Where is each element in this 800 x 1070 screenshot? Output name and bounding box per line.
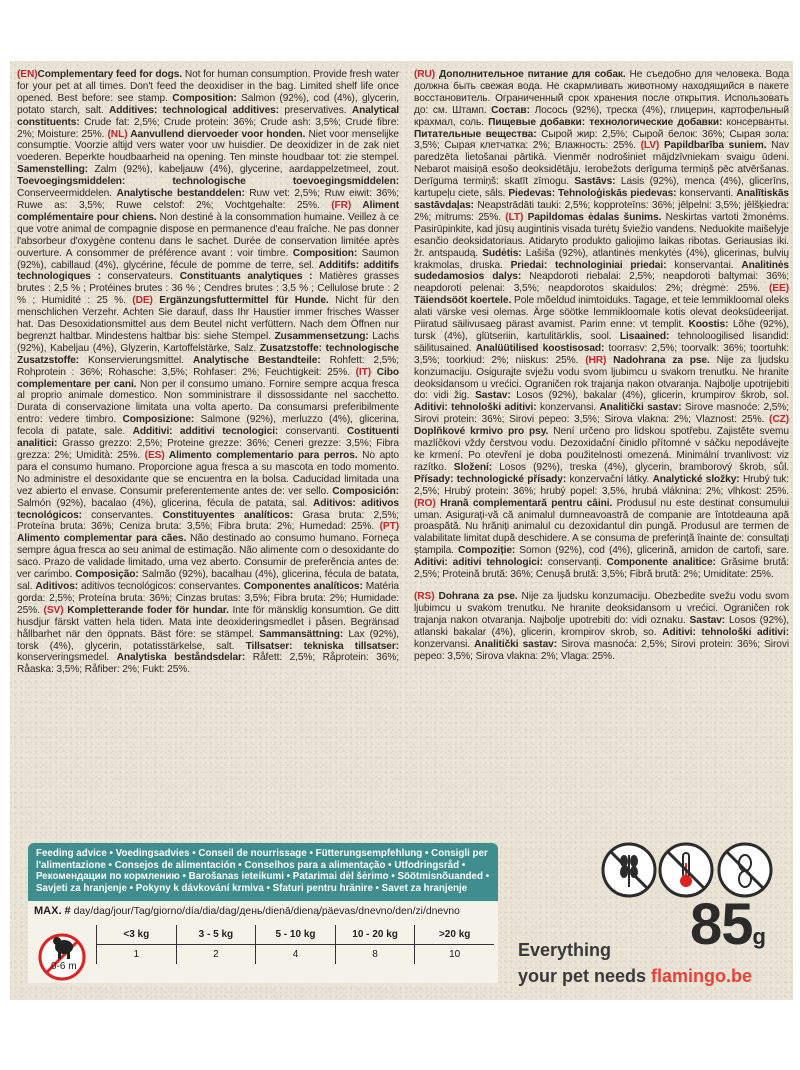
body-text: Inte för mänsklig konsumtion. Ge ditt husdjur färskt vatten hela tiden. Mata inte deoxideringsmedlet i påsen. Begränsad hållbarhet när den öppnats. Bäst före: se stämpel.: [17, 604, 399, 640]
bold-heading: Tillsatser: tekniska tillsatser:: [245, 640, 399, 652]
body-text: Rohfett: 2,5%; Rohprotein : 36%; Rohasche: 3,5%; Rohfaser: 2%; Feuchtigkeit: 25%.: [17, 354, 399, 378]
body-text: Crude fat: 2,5%; Crude protein: 36%; Crude ash: 3,5%; Crude fibre: 2%; Moisture: 25%.: [17, 116, 399, 140]
body-text: conservateurs.: [100, 271, 180, 283]
language-code: (FR): [331, 199, 352, 211]
body-text: konzervansi.: [536, 402, 600, 414]
bold-heading: Питательные вещества:: [414, 128, 537, 140]
amount-cell: 10: [414, 945, 494, 964]
bold-heading: Toevoegingsmiddelen: technologische toevoegingsmiddelen:: [17, 176, 399, 188]
bold-heading: Alimento complementar para cães.: [17, 533, 187, 545]
language-code: (RO): [414, 497, 436, 509]
bold-heading: Piedevas: Tehnoloģiskās piedevas:: [508, 188, 677, 200]
weight-row: [96, 925, 494, 945]
body-text: Matières grasses brutes : 2,5 % ; Protéines brutes : 36 % ; Cendres brutes : 3,5 % ; Cellulose brute : 2 % ; Humidité : 25 %.: [17, 271, 399, 307]
body-text: Not for human consumption. Provide fresh water for your pet at all times. Don't feed the deoxidiser in the bag. Limited shelf life once opened. Best before: see stamp.: [17, 69, 399, 104]
body-text: Lõhe (92%), tursk (4%), glütseriin, kartulitärklis, sool.: [414, 319, 789, 342]
language-code: (ES): [144, 450, 165, 461]
body-text: preservatives.: [279, 104, 352, 116]
bold-heading: Analitički sastav:: [599, 402, 682, 414]
body-text: Pole mõeldud inimtoiduks. Tagage, et teie lemmikloomal oleks alati värske vesi olemas. Ärge söötke lemmikloomale kotis olevat deoksüdeerijat. Piiratud säilivusaeg pärast avamist. Parim enne: vt templit.: [414, 295, 790, 331]
language-code: (PT): [379, 521, 399, 533]
feeding-table: [96, 925, 494, 964]
right-text-column: [414, 69, 789, 667]
body-text: Losos (92%), atlanski bakalar (4%), glicerin, krompirov skrob, so.: [414, 614, 789, 638]
body-text: tehnoloogilised lisandid: säilitusained.: [414, 330, 789, 354]
bold-heading: Doplňkové krmivo pro psy.: [414, 426, 549, 438]
body-text: Hrubý tuk: 2,5%; Hrubý protein: 36%; hrubý popel: 3,5%, hrubá vláknina: 2%; vlhkost: 25%.: [414, 473, 789, 497]
bold-heading: Costituenti analitici:: [17, 426, 399, 450]
body-text: Lachs (92%), Kabeljau (4%), Glyzerin, Kartoffelstärke, Salz.: [17, 330, 399, 354]
body-text: Zalm (92%), kabeljauw (4%), glycerine, aardappelzetmeel, zout.: [88, 164, 399, 176]
body-text: Niet voor menselijke consumptie. Voorzie altijd vers water voor uw huisdier. De deoxidizer in de zak niet voederen. Beperkte houdbaarheid na opening. Ten minste houdbaar tot: zie stempel.: [17, 128, 400, 164]
bold-heading: Sudėtis:: [482, 247, 522, 259]
bold-heading: Sammansättning:: [259, 628, 344, 640]
body-text: Nije za ljudsku konzumaciju. Obezbedite svežu vodu svom ljubimcu u svakom trenutku. Ne hranite deoksidansom u vrećici. Ograničen rok trajanja nakon otvaranja. Najbolje upotrebiti do: vidi oznaku.: [414, 590, 790, 626]
body-text: Lasis (92%), menca (4%), glicerīns, kartupeļu ciete, sāls.: [414, 176, 789, 200]
bold-heading: Papildbarība suniem.: [659, 140, 767, 152]
text-paragraph: [17, 69, 399, 676]
bold-heading: Dohrana za pse.: [434, 590, 518, 602]
bold-heading: Additives: technological additives:: [109, 104, 280, 116]
bold-heading: Aditivi: tehnološki aditivi:: [662, 626, 789, 638]
bold-heading: Analitinės sudedamosios dalys:: [414, 259, 789, 283]
bold-heading: Alimento complementario para perros.: [164, 450, 358, 461]
bold-heading: Cibo complementare per cani.: [17, 366, 400, 390]
bold-heading: Kompletterande foder för hundar.: [63, 604, 229, 616]
body-text: Non per il consumo umano. Fornire sempre acqua fresca al proprio animale domestico. Non somministrare il dissossidante nel sacchetto. Durata di conservazione limitata una volta aperto. Da consumarsi preferibilmente entro: vedere timbro.: [17, 378, 399, 426]
language-code: (LT): [505, 211, 524, 223]
body-text: Nicht für den menschlichen Verzehr. Achten Sie darauf, dass Ihr Haustier immer frisches Wasser hat. Das Desoxidationsmittel aus dem Beutel nicht verfüttern. Nach dem Öffnen nur begrenzt haltbar. Mindestens haltbar bis: siehe Stempel.: [17, 295, 399, 342]
max-per-day-line: [34, 905, 460, 917]
bold-heading: Täiendsööt koertele.: [414, 295, 512, 307]
body-text: Лосось (92%), треска (4%), глицерин, картофельный крахмал, соль.: [414, 104, 789, 128]
bold-heading: Samenstelling:: [17, 164, 89, 176]
body-text: Neskirtas vartoti žmonėms. Pasirūpinkite, kad jūsų augintinis visada turėtų šviežio vandens. Neduokite maišelyje esančio deoksidatoriaus. Atidaryto produkto galiojimo laikas ribotas. Geriausias iki. žr. antspaudą.: [414, 211, 789, 259]
bold-heading: Additifs: additifs technologiques :: [17, 259, 399, 283]
body-text: Не съедобно для человека. Вода должна быть свежая вода. Не скармливать животному находящийся в пакете восстановитель. Ограниченный срок хранения после открытия. Использовать до: см. Штамп.: [414, 69, 790, 116]
weight-cell: >20 kg: [414, 925, 494, 944]
bold-heading: Priedai: technologiniai priedai:: [510, 259, 667, 271]
body-text: Saumon (92%), cabillaud (4%), glycérine, fécule de pomme de terre, sel.: [17, 247, 400, 271]
temperature-icon: [657, 841, 715, 899]
body-text: Nav paredzēta lietošanai pārtikā. Vienmēr nodrošiniet mājdzīvniekam svaigu ūdeni. Nebarot maisiņā esošo deoksidētāju. Ierobežots derīguma termiņš pēc atvēršanas. Derīguma termiņš: skatīt zīmogu.: [414, 140, 789, 188]
body-text: konserveringsmedel.: [17, 652, 117, 664]
age-text: 0-6 m: [51, 961, 77, 972]
body-text: Salmón (92%), bacalao (4%), glicerina, fécula de patata, sal.: [17, 497, 314, 509]
language-code: (CZ): [769, 414, 789, 426]
bold-heading: Zusammensetzung:: [274, 330, 369, 342]
amount-cell: 2: [176, 945, 256, 964]
bold-heading: Пищевые добавки: технологические добавки:: [488, 116, 723, 128]
language-code: (IT): [355, 366, 372, 378]
weight-cell: 5 - 10 kg: [255, 925, 335, 944]
bold-heading: Composition:: [172, 92, 237, 104]
bold-heading: Compoziție:: [457, 545, 516, 557]
body-text: konzervansi.: [414, 638, 475, 650]
bold-heading: Aliment complémentaire pour chiens.: [17, 199, 399, 223]
language-code: (DE): [132, 295, 153, 307]
weight-number: 85: [690, 892, 753, 957]
bold-heading: Analitički sastav:: [474, 638, 557, 650]
body-text: Não destinado ao consumo humano. Forneça sempre água fresca ao seu animal de estimação. Não alimente com o desoxidante do saco. Prazo de validade limitado, uma vez aberto. Consumir de preferência antes de: ver carimbo.: [17, 533, 399, 581]
bold-heading: Constituants analytiques :: [179, 271, 313, 283]
amount-cell: 8: [335, 945, 415, 964]
language-code: (EE): [769, 283, 789, 295]
language-code: (HR): [585, 354, 607, 366]
body-text: Salmon (92%), cod (4%), glycerin, potato starch, salt.: [17, 92, 399, 116]
bold-heading: Aditivos:: [35, 580, 79, 592]
bold-heading: Koostis:: [688, 319, 729, 331]
body-text: Grasso grezzo: 2,5%; Proteine grezze: 36%; Ceneri grezze: 3,5%; Fibra grezza: 2%; Umidità: 25%.: [17, 438, 399, 461]
body-text: Sirove masnoće: 2,5%; Sirovi protein: 36%; Sirovi pepeo: 3,5%; Sirova vlakna: 2%; Vlaznost: 25%.: [414, 402, 789, 426]
bold-heading: Analytische Bestandteile:: [192, 354, 321, 366]
no-grain-icon: [600, 841, 658, 899]
bold-heading: Analytical constituents:: [17, 104, 399, 128]
bold-heading: Sastav:: [689, 614, 726, 626]
bold-heading: Analytische bestanddelen:: [116, 188, 245, 200]
weight-cell: <3 kg: [96, 925, 176, 944]
body-text: aditivos tecnológicos: conservantes.: [78, 580, 244, 592]
body-text: conservanti.: [278, 426, 347, 438]
net-weight: [690, 892, 765, 967]
bold-heading: Aditivi: tehnološki aditivi:: [414, 402, 537, 414]
language-code: (LV): [640, 140, 660, 152]
body-text: Lašiša (92%), atlantinės menkytės (4%), glicerinas, bulvių krakmolas, druska.: [414, 247, 789, 271]
amount-cell: 1: [96, 945, 176, 964]
bold-heading: Composition:: [292, 247, 358, 259]
body-text: Nije za ljudsku konzumaciju. Osigurajte svježu vodu svom ljubimcu u svakom trenutku. Ne hranite deoksidansom u vrećici. Ograničen rok trajanja nakon otvaranja. Najbolje upotrijebiti do: vidi žig.: [414, 354, 790, 402]
body-text: Grasa bruta: 2,5%; Proteína bruta: 36%; Ceniza bruta: 3,5%; Fibra bruta: 2%; Humedad: 25%.: [17, 509, 400, 533]
bold-heading: Sastav:: [475, 390, 511, 402]
bold-heading: Componentes analíticos:: [243, 580, 363, 592]
slogan-line1: Everything: [518, 940, 612, 960]
language-code: (RU): [414, 69, 436, 80]
bold-heading: Complementary feed for dogs.: [37, 69, 183, 80]
body-text: konzervační látky.: [566, 473, 653, 485]
body-text: Neapdoroti riebalai: 2,5%; neapdoroti baltymai: 36%; neapdoroti pelenai: 3,5%; neapdorotos skaidulos: 2%; drėgmė: 25%.: [414, 271, 789, 295]
bold-heading: Дополнительное питание для собак.: [435, 69, 626, 80]
amount-row: [96, 945, 494, 964]
language-code: (EN): [17, 69, 38, 80]
body-text: Sirova masnoća: 2,5%; Sirovi protein: 36%; Sirovi pepeo: 3,5%; Sirova vlakna: 2%; Vlaga: 25%.: [414, 638, 789, 662]
body-text: Není určeno pro lidskou spotřebu. Zajistěte svemu mazlíčkovi vždy čerstvou vodu. Dezoxidační činidlo přítomné v sáčku nepodávejte ke krmení. Po otevření je doba použitelnosti omezená. Minimální trvanlivost: viz razítko.: [414, 426, 790, 473]
body-text: conservantes.: [81, 509, 163, 521]
max-label: MAX. #: [34, 905, 71, 917]
bold-heading: Zusatzstoffe: technologische Zusatzstoffe:: [17, 342, 399, 366]
body-text: No apto para el consumo humano. Proporcione agua fresca a su mascota en todo momento. No administre el desoxidante que se encuentra en la bolsa. Caducidad limitada una vez abierto el envase. Consumir preferentemente antes de: ver sello.: [17, 450, 399, 497]
bold-heading: Aditivos: aditivos tecnológicos:: [17, 497, 399, 521]
bold-heading: Přísady: technologické přísady:: [414, 473, 567, 485]
bold-heading: Lisaained:: [619, 330, 670, 342]
weight-cell: 10 - 20 kg: [335, 925, 415, 944]
body-text: Non destiné à la consommation humaine. Veillez à ce que votre animal de compagnie dispose en permanence d'eau fraîche. Ne pas donner l'absorbeur d'oxygène contenu dans le sachet. Durée de conservation limitée après ouverture. A consommer de préférence avant : voir timbre.: [17, 211, 399, 259]
bold-heading: Analytiska beståndsdelar:: [116, 652, 246, 664]
body-text: Salmone (92%), merluzzo (4%), glicerina, fecola di patate, sale.: [17, 414, 399, 438]
bold-heading: Aditivi: aditivi tehnologici:: [414, 557, 543, 569]
feeding-advice-body: [28, 901, 498, 983]
body-text: Ruw vet: 2,5%; Ruw eiwit: 36%; Ruwe as: 3,5%; Ruwe celstof: 2%; Vochtgehalte: 25%.: [17, 188, 399, 211]
language-code: (RS): [414, 590, 435, 602]
body-text: toorrasv: 2,5%; toorvalk: 36%; toortuhk: 3,5%; toorkiud: 2%; niiskus: 25%.: [414, 342, 789, 366]
feeding-advice-box: [28, 843, 498, 983]
bold-heading: Hrană complementară pentru câini.: [435, 497, 613, 509]
weight-unit: g: [752, 924, 765, 949]
left-text-column: [17, 69, 399, 681]
bold-heading: Constituyentes analíticos:: [162, 509, 294, 521]
bold-heading: Состав:: [491, 104, 530, 116]
body-text: Losos (92%), bakalar (4%), glicerin, krumpirov škrob, sol.: [510, 390, 789, 402]
bold-heading: Papildomas ėdalas šunims.: [523, 211, 662, 223]
body-text: Produsul nu este destinat consumului uman. Asigurați-vă că animalul dumneavoastră de companie are întotdeauna apă proaspătă. Nu hrăniți animalul cu dezoxidantul din pungă. Produsul are termen de valabilitate limitat după deschidere. A se consuma de preferință înainte de: consultați ștampila.: [414, 497, 789, 557]
bold-heading: Additivi: additivi tecnologici:: [132, 426, 279, 438]
body-text: Losos (92%), treska (4%), glycerin, bramborový škrob, sůl.: [492, 461, 789, 473]
body-text: Lax (92%), torsk (4%), glycerin, potatisstärkelse, salt.: [17, 628, 400, 652]
body-text: Salmão (92%), bacalhau (4%), glicerina, fécula de batata, sal.: [17, 569, 400, 592]
bold-heading: Sastāvs:: [574, 176, 616, 188]
body-text: Konservierungsmittel.: [79, 354, 193, 366]
bold-heading: Ergänzungsfuttermittel für Hunde.: [152, 295, 329, 307]
bold-heading: Analytické složky:: [652, 473, 740, 485]
body-text: Conserveermiddelen.: [17, 188, 117, 200]
bold-heading: Componente analitice:: [606, 557, 716, 569]
slogan-line2: [518, 966, 752, 987]
bold-heading: Analüütilised koostisosad:: [475, 342, 605, 354]
body-text: консерванты.: [722, 116, 789, 128]
language-code: (NL): [107, 128, 128, 140]
body-text: konservanti.: [676, 188, 737, 200]
body-text: Grăsime brută: 2,5%; Proteină brută: 36%; Cenușă brută: 3,5%; Fibră brută: 2%; Umiditate: 25%.: [414, 557, 789, 581]
website-link[interactable]: flamingo.be: [651, 966, 753, 986]
bold-heading: Analītiskās sastāvdaļas:: [414, 188, 789, 211]
bold-heading: Aanvullend diervoeder voor honden.: [127, 128, 306, 140]
bold-heading: Složení:: [453, 461, 493, 473]
slogan-text: your pet needs: [518, 966, 647, 986]
body-text: conservanți.: [542, 557, 607, 569]
text-paragraph: [414, 69, 789, 581]
bold-heading: Composición:: [332, 485, 399, 497]
language-code: (SV): [43, 604, 64, 616]
feeding-advice-header: Feeding advice • Voedingsadvies • Conseil de nourrissage • Fütterungsempfehlung • Consigli per l'alimentazione • Consejos de alimentación • Conselhos para a alimentação • Utfodringsråd • Рекомендации по кормлению • Barošanas ieteikumi • Patarimai dėl šėrimo • Söötmisnõuanded • Savjeti za hranjenje • Pokyny k dávkování krmiva • Sfaturi pentru hrănire • Savet za hranjenje: [28, 843, 498, 901]
body-text: Somon (92%), cod (4%), glicerină, amidon de cartofi, sare.: [515, 545, 789, 557]
body-text: Neapstrādāti tauki: 2,5%; kopproteīns: 36%; jēlpelni: 3,5%; jēlšķiedra: 2%; mitrums: 25%.: [414, 199, 789, 223]
bold-heading: Composizione:: [122, 414, 195, 426]
body-text: Сырой жир: 2,5%; Сырой белок: 36%; Сырая зола: 3,5%; Сырая клетчатка: 2%; Влажность: 25%.: [414, 128, 789, 152]
bold-heading: Nadohrana za pse.: [606, 354, 710, 366]
no-gluten-icon: [716, 841, 774, 899]
text-paragraph: [414, 591, 789, 662]
weight-cell: 3 - 5 kg: [176, 925, 256, 944]
body-text: konservantai.: [666, 259, 742, 271]
body-text: Matéria gorda: 2,5%; Proteína bruta: 36%; Cinzas brutas: 3,5%; Fibra bruta: 2%; Humidade: 25%.: [17, 580, 399, 616]
per-day-label: day/dag/jour/Tag/giorno/día/dia/dag/день/dienā/dieną/päevas/dnevno/den/zi/dnevno: [73, 906, 460, 917]
bold-heading: Composição:: [75, 569, 139, 581]
amount-cell: 4: [255, 945, 335, 964]
no-puppies-0-6m-icon: [34, 927, 90, 983]
body-text: Råfett: 2,5%; Råprotein: 36%; Råaska: 3,5%; Råfiber: 2%; Fukt: 25%.: [17, 652, 400, 676]
